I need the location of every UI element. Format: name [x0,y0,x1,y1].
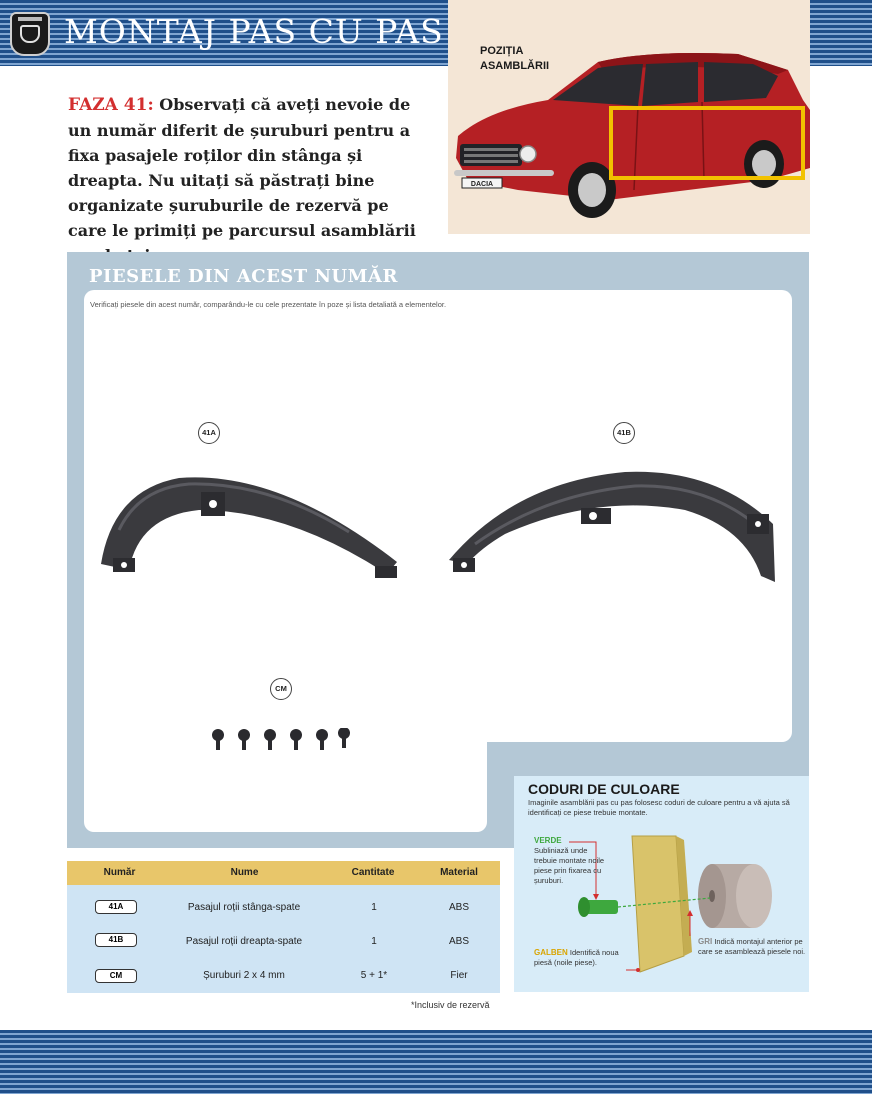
galben-description: Identifică noua piesă (noile piese). [534,948,619,967]
column-header-name: Nume [230,867,259,878]
parts-table [67,861,500,993]
gri-label: GRI [698,937,713,946]
wheel-arch-41a-image [99,470,405,590]
row-quantity: 5 + 1* [360,970,388,981]
column-header-number: Număr [103,867,136,878]
row-id-badge: CM [95,969,137,983]
row-id-badge: 41A [95,900,137,914]
assembly-position-label: POZIȚIA ASAMBLĂRII [480,45,550,72]
header-bar [0,0,448,66]
row-name: Pasajul roții stânga-spate [187,902,301,913]
page-title: MONTAJ PAS CU PAS [64,12,444,51]
verde-description: Subliniază unde trebuie montate noile piese prin fixarea cu șuruburi. [534,846,605,885]
galben-label: GALBEN [534,948,568,957]
row-name: Pasajul roții dreapta-spate [185,936,303,947]
reserve-note: *Inclusiv de rezervă [411,1000,490,1010]
faza-label: FAZA 41: [68,95,154,115]
gri-description: Indică montajul anterior pe care se asamblează piesele noi. [698,937,806,956]
row-material: Fier [450,970,468,981]
row-material: ABS [448,902,469,913]
verde-label: VERDE [534,836,562,845]
row-quantity: 1 [371,936,377,947]
row-id-badge: 41B [95,933,137,947]
part-label-41a: 41A [198,422,220,444]
row-quantity: 1 [371,902,377,913]
row-name: Șuruburi 2 x 4 mm [203,970,285,981]
verde-legend [534,836,608,886]
part-label-cm: CM [270,678,292,700]
part-label-41b: 41B [613,422,635,444]
intro-text: Observați că aveți nevoie de un număr diferit de șuruburi pentru a fixa pasajele roților din stânga și dreapta. Nu uitați să păstrați bine organizate șuruburile de rezervă pe care le primiți pe parcursul asamblării [68,95,416,240]
car-illustration [448,40,810,234]
color-codes-panel [514,776,809,992]
column-header-quantity: Cantitate [351,867,395,878]
color-codes-title: CODURI DE CULOARE [528,781,680,797]
row-material: ABS [448,936,469,947]
parts-title: PIESELE DIN ACEST NUMĂR [89,266,398,287]
table-header [67,861,500,885]
wheel-arch-41b-image [445,464,777,588]
license-plate: DACIA [470,181,494,188]
gri-legend [698,937,808,957]
galben-legend [534,948,634,968]
assembly-position-panel [448,0,810,234]
dacia-logo [10,12,50,56]
column-header-material: Material [440,867,478,878]
intro-paragraph [68,92,428,268]
screws-image [211,728,355,754]
parts-panel [67,252,809,848]
parts-instruction: Verificați piesele din acest număr, comparându-le cu cele prezentate în poze și lista detaliată a elementelor. [90,300,447,309]
color-codes-description: Imaginile asamblării pas cu pas folosesc coduri de culoare pentru a vă ajuta să identificați ce piese trebuie montate. [528,798,790,817]
footer-stripes [0,1030,872,1094]
